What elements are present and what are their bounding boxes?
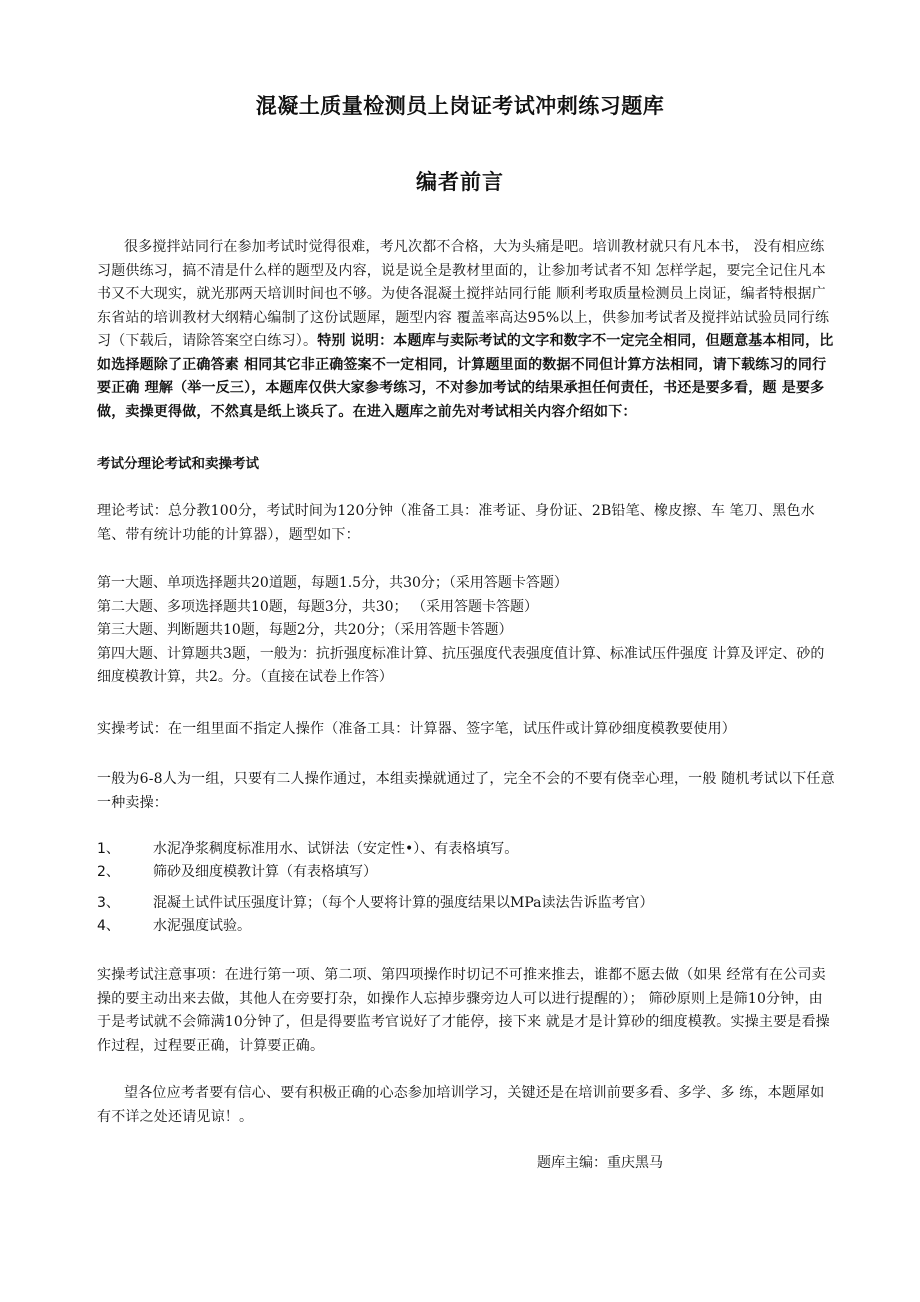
operation-text: 水泥强度试验。	[153, 918, 251, 934]
closing-paragraph: 望各位应考者要有信心、要有积极正确的心态参加培训学习，关键还是在培训前要多看、多学、多 练，本题犀如有不详之处还请见谅！。	[97, 1085, 825, 1125]
operation-item	[97, 838, 835, 861]
operation-number: 2、	[97, 864, 120, 880]
operation-number: 4、	[97, 918, 120, 934]
operation-text: 水泥净浆稠度标准用水、试饼法（安定性•）、有表格填写。	[153, 841, 519, 857]
operation-item	[97, 892, 835, 915]
practical-exam-paragraph: 实操考试：在一组里面不指定人操作（准备工具：计算器、签字笔，试压件或计算砂细度模教要使用）	[97, 721, 736, 737]
group-rule-paragraph: 一般为6-8人为一组，只要有二人操作通过，本组卖操就通过了，完全不会的不要有侥幸心理，一般 随机考试以下任意一种卖操：	[97, 771, 835, 811]
question-type-item: 第三大题、判断题共10题，每题2分，共20分；（采用答题卡答题）	[97, 622, 513, 638]
operation-item	[97, 915, 835, 938]
operations-list	[97, 838, 835, 938]
intro-bold-note: 特别 说明：本题库与卖际考试的文字和数字不一定完全相同，但题意基本相同，比如选择题除了正确答素 相同其它非正确签案不一定相同，计算题里面的数据不同但计算方法相同，请下载练习的同行要正确 理解（举一反三），本题库仅供大家参考练习，不对参加考试的结果承担任何责任，书还是要多看，题 是要多做，卖操更得做，不然真是纸上谈兵了。在进入题库之前先对考试相关内容介绍如下：	[97, 333, 834, 420]
editor-signature: 题库主编：重庆黑马	[537, 1155, 663, 1171]
practical-notes-paragraph: 实操考试注意事项：在进行第一项、第二项、第四项操作时切记不可推来推去，谁都不愿去做（如果 经常有在公司卖操的要主动出来去做，其他人在旁要打杂，如操作人忘掉步骤旁边人可以进行提醒的）； 筛砂原则上是筛10分钟，由于是考试就不会筛满10分钟了，但是得要监考官说好了才能停，接下来 就是才是计算砂的细度模教。实操主要是看操作过程，过程要正确，计算要正确。	[97, 967, 830, 1054]
question-type-item: 第四大题、计算题共3题，一般为：抗折强度标准计算、抗压强度代表强度值计算、标准试压件强度 计算及评定、砂的细度模教计算，共2。分。（直接在试卷上作答）	[97, 645, 825, 685]
question-types-list	[97, 572, 835, 690]
intro-normal-text: 很多搅拌站同行在参加考试时觉得很难，考凡次都不合格，大为头痛是吧。培训教材就只有凡本书， 没有相应练习题供练习，搞不清是什么样的题型及内容，说是说全是教材里面的，让参加考试者不知 怎样学起，要完全记住凡本书又不大现实，就光那两天培训时间也不够。为使各混凝土搅拌站同行能 顺利考取质量检测员上岗证，编者特根据广东省站的培训教材大纲精心编制了这份试题犀，题型内容 覆盖率高达95%以上，供参加考试者及搅拌站试验员同行练习（下载后，请除答案空白练习）。	[97, 239, 830, 349]
operation-number: 3、	[97, 895, 120, 911]
question-type-item: 第一大题、单项选择题共20道题，每题1.5分，共30分；（采用答题卡答题）	[97, 575, 568, 591]
operation-text: 筛砂及细度模教计算（有表格填写）	[153, 864, 377, 880]
operation-text: 混凝土试件试压强度计算；（每个人要将计算的强度结果以MPa读法告诉监考官）	[153, 895, 654, 911]
operation-item	[97, 861, 835, 884]
exam-section-heading: 考试分理论考试和卖操考试	[97, 456, 259, 472]
document-title: 混凝土质量检测员上岗证考试冲刺练习题库	[255, 94, 665, 118]
theory-exam-paragraph: 理论考试：总分教100分，考试时间为120分钟（准备工具：准考证、身份证、2B铅笔、橡皮擦、车 笔刀、黑色水笔、带有统计功能的计算器），题型如下：	[97, 503, 815, 543]
operation-number: 1、	[97, 841, 120, 857]
preface-heading: 编者前言	[416, 170, 504, 194]
question-type-item: 第二大题、多项选择题共10题，每题3分，共30； （采用答题卡答题）	[97, 598, 538, 615]
intro-paragraph	[97, 236, 835, 424]
